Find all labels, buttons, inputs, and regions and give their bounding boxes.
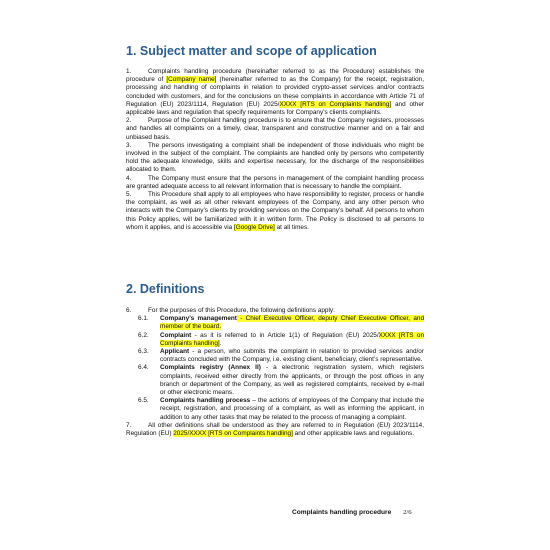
numbered-paragraph — [126, 175, 424, 191]
paragraph-number: 7. — [126, 421, 132, 429]
definitions-intro — [126, 307, 424, 315]
text-run: For the purposes of this Procedure, the following definitions apply: — [148, 307, 335, 314]
text-run: All other definitions shall be understood as they are referred to in Regulation (EU) 2023/1114, Regulation (EU) — [126, 421, 424, 438]
paragraph-number: 2. — [126, 117, 132, 125]
text-run: and other applicable laws and regulations. — [292, 430, 415, 438]
definition-item — [126, 397, 424, 422]
numbered-paragraph — [126, 191, 424, 232]
text-run: The Company must ensure that the persons in management of the complaint handling process are granted adequate access to all relevant information that is necessary to handle the complaint. — [126, 174, 424, 190]
text-run: - a person, who submits the complaint in relation to provided services and/or contracts concluded with the Company, i.e. existing client, beneficiary, client’s representative. — [160, 348, 424, 364]
text-run: . — [219, 339, 222, 347]
section-2-body — [126, 307, 424, 438]
highlighted-text: [Company name] — [166, 76, 217, 84]
text-run: - a electronic registration system, which registers complaints, received either directly from the applicants, or through the post offices in any branch or department of the Company, as well as registered complaints, received by e-mail or other electronic means. — [160, 364, 425, 397]
text-run: This Procedure shall apply to all employees who have responsibility to register, process or handle the complaint, as well as all other relevant employees of the Company, and any other person who interacts with the Company’s clients by providing services on the Company’s behalf. All persons to whom this Policy applies, will be familiarized with it in written form. The Policy is disclosed to all persons to whom it applies, and is accessible via — [126, 191, 424, 231]
definition-number: 6.1. — [138, 315, 149, 323]
text-run: The persons investigating a complaint shall be independent of those individuals who might be involved in the subject of the complaint. The complaints are handled only by persons who competently hold the adequate knowledge, skills and expertise necessary, for the discharge of the responsibilities allocated to them. — [126, 141, 424, 174]
definition-number: 6.4. — [138, 364, 149, 372]
section-1-body — [126, 68, 424, 232]
text-run: at all times. — [274, 223, 309, 231]
highlighted-text: [Google Drive] — [233, 223, 275, 231]
page-footer — [292, 509, 412, 516]
highlighted-text: - Chief Executive Officer, deputy Chief Executive Officer, and member of the board. — [160, 315, 424, 331]
definition-item — [126, 315, 424, 331]
text-run: - as it is referred to in Article 1(1) of Regulation (EU) 2025/ — [191, 331, 379, 339]
text-run: (hereinafter referred to as the Company) for the receipt, registration, processing and handling of complaints in relation to provided crypto-asset services and/or contracts concluded with customers, and for the conclusions on these complaints in accordance with Article 71 of Regulation (EU) 2023/1114, Regulation (EU) 2025/ — [126, 76, 424, 108]
definition-number: 6.3. — [138, 348, 149, 356]
defined-term: Complaints registry (Annex II) — [160, 364, 261, 372]
numbered-paragraph — [126, 422, 424, 438]
numbered-paragraph — [126, 68, 424, 117]
text-run: – the actions of employees of the Company that include the receipt, registration, and processing of a complaint, as well as informing the applicant, in addition to any other tasks that may be related to the process of managing a complaint. — [160, 397, 425, 421]
highlighted-text: XXXX [RTS on Complaints handling] — [279, 100, 392, 108]
defined-term: Applicant — [160, 348, 190, 356]
highlighted-text: XXXX [RTS on Complaints handling] — [160, 331, 424, 347]
page-number: 2/6 — [403, 509, 412, 516]
section-2-heading: 2. Definitions — [126, 282, 205, 296]
paragraph-number: 4. — [126, 174, 132, 182]
paragraph-number: 1. — [126, 68, 132, 75]
definition-number: 6.5. — [138, 397, 149, 405]
definition-number: 6.2. — [138, 331, 149, 339]
definition-item — [126, 332, 424, 348]
numbered-paragraph — [126, 117, 424, 142]
definition-item — [126, 364, 424, 397]
text-run: Purpose of the Complaint handling procedure is to ensure that the Company registers, processes and handles all complaints on a timely, clear, transparent and constructive manner and on a fair and unbiased basis. — [126, 117, 424, 141]
numbered-paragraph — [126, 142, 424, 175]
defined-term: Complaint — [160, 331, 192, 339]
paragraph-number: 6. — [126, 307, 132, 314]
defined-term: Complaints handling process — [160, 397, 251, 405]
footer-title: Complaints handling procedure — [292, 509, 392, 516]
text-run: and other applicable laws and regulation that specify requirements for Company’s clients complaints. — [126, 100, 425, 117]
text-run: Complaints handling procedure (hereinafter referred to as the Procedure) establishes the procedure of — [126, 68, 424, 84]
paragraph-number: 3. — [126, 141, 132, 149]
paragraph-number: 5. — [126, 191, 132, 199]
definition-item — [126, 348, 424, 364]
section-1-heading: 1. Subject matter and scope of application — [126, 44, 377, 58]
defined-term: Company’s management — [160, 315, 237, 323]
highlighted-text: 2025/XXXX [RTS on Complaints handling] — [173, 430, 293, 438]
